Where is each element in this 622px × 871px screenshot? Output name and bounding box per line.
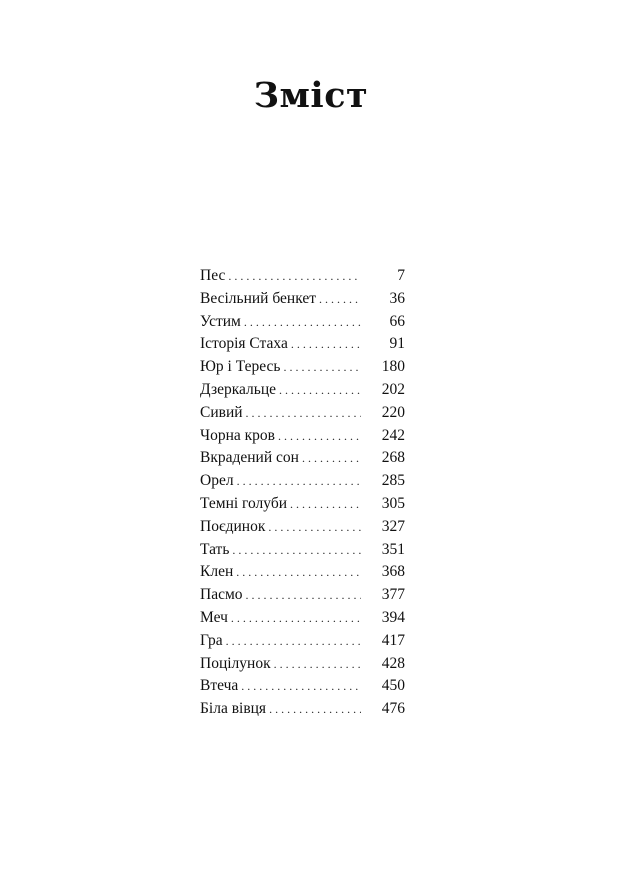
- dot-leader: [246, 584, 361, 607]
- toc-page-cell: [361, 493, 405, 516]
- toc-entry[interactable]: [200, 675, 405, 698]
- toc-entry[interactable]: [200, 425, 405, 448]
- toc-page-cell: [361, 288, 405, 311]
- toc-entry-title: Сивий: [200, 403, 243, 421]
- toc-page-number: 351: [381, 540, 405, 558]
- toc-entry[interactable]: [200, 356, 405, 379]
- toc-entry[interactable]: [200, 561, 405, 584]
- toc-entry[interactable]: [200, 516, 405, 539]
- toc-entry-title: Гра: [200, 631, 223, 649]
- toc-page-number: 242: [381, 426, 405, 444]
- toc-entry-title: Дзеркальце: [200, 380, 277, 398]
- toc-page-cell: [361, 516, 405, 539]
- dot-leader: [291, 333, 361, 356]
- toc-entry[interactable]: [200, 493, 405, 516]
- toc-entry-title: Вкрадений сон: [200, 449, 299, 467]
- dot-leader: [279, 379, 361, 402]
- toc-entry-title: Темні голуби: [200, 494, 288, 512]
- toc-entry[interactable]: [200, 470, 405, 493]
- toc-page-cell: [361, 630, 405, 653]
- toc-page-cell: [361, 447, 405, 470]
- toc-entry-title: Юр і Тересь: [200, 358, 281, 376]
- dot-leader: [231, 607, 361, 630]
- toc-page-number: 66: [389, 312, 405, 330]
- toc-entry-title: Втеча: [200, 677, 239, 695]
- dot-leader: [228, 265, 361, 288]
- toc-entry[interactable]: [200, 379, 405, 402]
- toc-page-cell: [361, 311, 405, 334]
- toc-entry[interactable]: [200, 265, 405, 288]
- toc-entry-title: Поцілунок: [200, 654, 271, 672]
- dot-leader: [290, 493, 361, 516]
- dot-leader: [269, 698, 361, 721]
- dot-leader: [246, 402, 361, 425]
- toc-entry-title: Поєдинок: [200, 517, 266, 535]
- toc-entry[interactable]: [200, 584, 405, 607]
- toc-entry-title: Орел: [200, 472, 234, 490]
- toc-entry-title: Пес: [200, 267, 226, 284]
- toc-entry[interactable]: [200, 333, 405, 356]
- toc-entry[interactable]: [200, 539, 405, 562]
- dot-leader: [226, 630, 361, 653]
- toc-entry[interactable]: [200, 311, 405, 334]
- toc-entry[interactable]: [200, 630, 405, 653]
- toc-page-cell: [361, 265, 405, 288]
- dot-leader: [244, 311, 361, 334]
- toc-page-cell: [361, 379, 405, 402]
- toc-entry[interactable]: [200, 288, 405, 311]
- toc-entry[interactable]: [200, 402, 405, 425]
- toc-entry[interactable]: [200, 653, 405, 676]
- toc-page-number: 180: [381, 358, 405, 376]
- toc-page-cell: [361, 425, 405, 448]
- toc-page-number: 305: [381, 494, 405, 512]
- dot-leader: [237, 470, 361, 493]
- toc-entry-title: Весільний бенкет: [200, 289, 317, 307]
- toc-page-number: 36: [389, 289, 405, 307]
- toc-entry[interactable]: [200, 607, 405, 630]
- toc-page-number: 450: [381, 677, 405, 695]
- toc-page-cell: [361, 333, 405, 356]
- toc-page-number: 268: [381, 449, 405, 467]
- toc-page-number: 327: [381, 517, 405, 535]
- dot-leader: [241, 675, 361, 698]
- dot-leader: [319, 288, 361, 311]
- toc-page-number: 476: [381, 700, 405, 718]
- toc-page-number: 7: [397, 267, 405, 284]
- dot-leader: [236, 561, 361, 584]
- page-title: Зміст: [253, 75, 369, 116]
- toc-entry-title: Клен: [200, 563, 234, 581]
- toc-page-cell: [361, 607, 405, 630]
- dot-leader: [268, 516, 361, 539]
- toc-entry[interactable]: [200, 698, 405, 721]
- dot-leader: [278, 425, 361, 448]
- toc-entry-title: Історія Стаха: [200, 335, 288, 353]
- toc-page-cell: [361, 653, 405, 676]
- toc-page-number: 368: [381, 563, 405, 581]
- toc-page-cell: [361, 402, 405, 425]
- dot-leader: [232, 539, 361, 562]
- toc-page-cell: [361, 561, 405, 584]
- toc-entry-title: Устим: [200, 312, 241, 330]
- toc-page-cell: [361, 470, 405, 493]
- dot-leader: [283, 356, 361, 379]
- toc-page-number: 377: [381, 586, 405, 604]
- toc-page-cell: [361, 356, 405, 379]
- dot-leader: [274, 653, 361, 676]
- toc-entry-title: Чорна кров: [200, 426, 275, 444]
- toc-page-cell: [361, 675, 405, 698]
- toc-page-number: 428: [381, 654, 405, 672]
- toc-page-cell: [361, 698, 405, 721]
- toc-page-number: 285: [381, 472, 405, 490]
- toc-entry-title: Біла вівця: [200, 700, 267, 718]
- toc-entry-title: Меч: [200, 608, 228, 626]
- table-of-contents: [200, 265, 405, 721]
- toc-page-number: 394: [381, 608, 405, 626]
- toc-page-number: 202: [381, 380, 405, 398]
- toc-page-number: 220: [381, 403, 405, 421]
- toc-entry-title: Пасмо: [200, 586, 243, 604]
- toc-entry[interactable]: [200, 447, 405, 470]
- toc-page-cell: [361, 584, 405, 607]
- toc-page-number: 91: [389, 335, 405, 353]
- dot-leader: [302, 447, 361, 470]
- toc-entry-title: Тать: [200, 540, 230, 558]
- toc-page-number: 417: [381, 631, 405, 649]
- toc-page-cell: [361, 539, 405, 562]
